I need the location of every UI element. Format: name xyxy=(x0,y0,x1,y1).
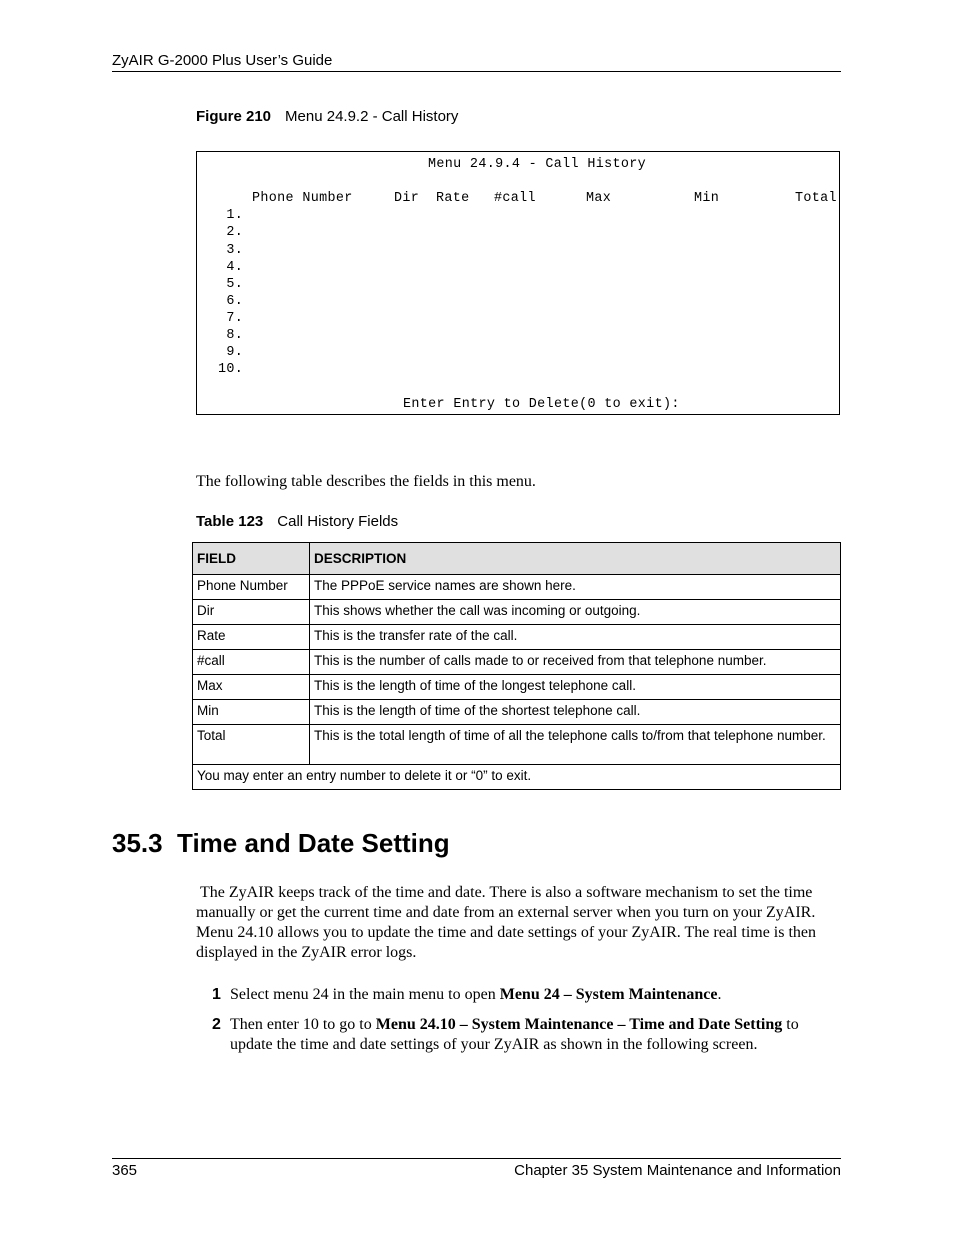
table-header-field: FIELD xyxy=(193,543,310,575)
step-text xyxy=(230,985,842,1005)
figure-caption xyxy=(196,108,458,125)
table-cell-description: This is the transfer rate of the call. xyxy=(310,625,841,650)
terminal-entry-row: 6. xyxy=(218,294,244,309)
table-cell-description: This is the length of time of the longest telephone call. xyxy=(310,675,841,700)
table-cell-field: Rate xyxy=(193,625,310,650)
table-header-row xyxy=(193,543,841,575)
footer-rule xyxy=(112,1158,841,1159)
table-cell-description: This is the number of calls made to or received from that telephone number. xyxy=(310,650,841,675)
terminal-entry-row: 9. xyxy=(218,345,244,360)
table-label: Table 123 xyxy=(196,513,264,530)
table-cell-description: The PPPoE service names are shown here. xyxy=(310,575,841,600)
table-cell-field: Min xyxy=(193,700,310,725)
terminal-col-min: Min xyxy=(694,191,720,206)
table-cell-field: Total xyxy=(193,725,310,765)
step-text-post: to update the time and date settings of your ZyAIR as shown in the following screen. xyxy=(230,1016,799,1053)
terminal-entry-row: 2. xyxy=(218,225,244,240)
table-footer-note: You may enter an entry number to delete it or “0” to exit. xyxy=(193,765,841,790)
section-paragraph: The ZyAIR keeps track of the time and date. There is also a software mechanism to set the time manually or get the current time and date from an external server when you turn on your ZyAIR. Menu 24.10 allows you to update the time and date settings of your ZyAIR. The real time is then displayed in the ZyAIR error logs. xyxy=(196,884,817,961)
table-cell-field: #call xyxy=(193,650,310,675)
terminal-col-dir: Dir xyxy=(394,191,420,206)
terminal-screen xyxy=(196,151,840,415)
step-text-bold: Menu 24.10 – System Maintenance – Time and Date Setting xyxy=(375,1016,783,1033)
terminal-entry-row: 1. xyxy=(218,208,244,223)
table-row xyxy=(193,625,841,650)
page-number: 365 xyxy=(112,1162,138,1179)
step-text-pre: Select menu 24 in the main menu to open xyxy=(230,986,500,1003)
section-heading: 35.3 Time and Date Setting xyxy=(112,828,450,858)
step-number: 1 xyxy=(212,986,221,1003)
terminal-col-phone-number: Phone Number xyxy=(252,191,353,206)
step-item xyxy=(212,985,842,1005)
step-item xyxy=(212,1015,842,1055)
table-footer-row xyxy=(193,765,841,790)
terminal-entry-row: 10. xyxy=(218,362,244,377)
terminal-col-rate: Rate xyxy=(436,191,470,206)
step-text xyxy=(230,1015,842,1055)
terminal-col-total: Total xyxy=(795,191,837,206)
table-header-description: DESCRIPTION xyxy=(310,543,841,575)
terminal-entry-row: 4. xyxy=(218,260,244,275)
table-row xyxy=(193,575,841,600)
header-rule xyxy=(112,71,841,72)
terminal-entry-row: 7. xyxy=(218,311,244,326)
table-row xyxy=(193,675,841,700)
terminal-entry-row: 3. xyxy=(218,243,244,258)
table-cell-description: This is the total length of time of all the telephone calls to/from that telephone number. xyxy=(310,725,841,765)
table-caption xyxy=(196,513,398,530)
terminal-entry-row: 5. xyxy=(218,277,244,292)
chapter-title: Chapter 35 System Maintenance and Information xyxy=(514,1162,841,1179)
figure-label: Figure 210 xyxy=(196,108,272,125)
terminal-col-max: Max xyxy=(586,191,612,206)
table-row xyxy=(193,725,841,765)
table-row xyxy=(193,700,841,725)
step-number: 2 xyxy=(212,1016,221,1033)
terminal-prompt: Enter Entry to Delete(0 to exit): xyxy=(403,397,680,412)
terminal-menu-title: Menu 24.9.4 - Call History xyxy=(428,157,647,172)
table-cell-field: Max xyxy=(193,675,310,700)
table-cell-description: This shows whether the call was incoming or outgoing. xyxy=(310,600,841,625)
step-text-post: . xyxy=(717,986,722,1003)
table-cell-field: Phone Number xyxy=(193,575,310,600)
step-text-pre: Then enter 10 to go to xyxy=(230,1016,376,1033)
figure-title: Menu 24.9.2 - Call History xyxy=(285,108,459,125)
table-title: Call History Fields xyxy=(277,513,399,530)
table-row xyxy=(193,650,841,675)
table-cell-field: Dir xyxy=(193,600,310,625)
table-cell-description: This is the length of time of the shortest telephone call. xyxy=(310,700,841,725)
terminal-col-call: #call xyxy=(494,191,536,206)
terminal-entry-row: 8. xyxy=(218,328,244,343)
call-history-fields-table xyxy=(192,542,841,790)
table-row xyxy=(193,600,841,625)
table-intro-text: The following table describes the fields in this menu. xyxy=(196,473,536,490)
step-text-bold: Menu 24 – System Maintenance xyxy=(499,986,718,1003)
running-header: ZyAIR G-2000 Plus User’s Guide xyxy=(112,52,333,69)
